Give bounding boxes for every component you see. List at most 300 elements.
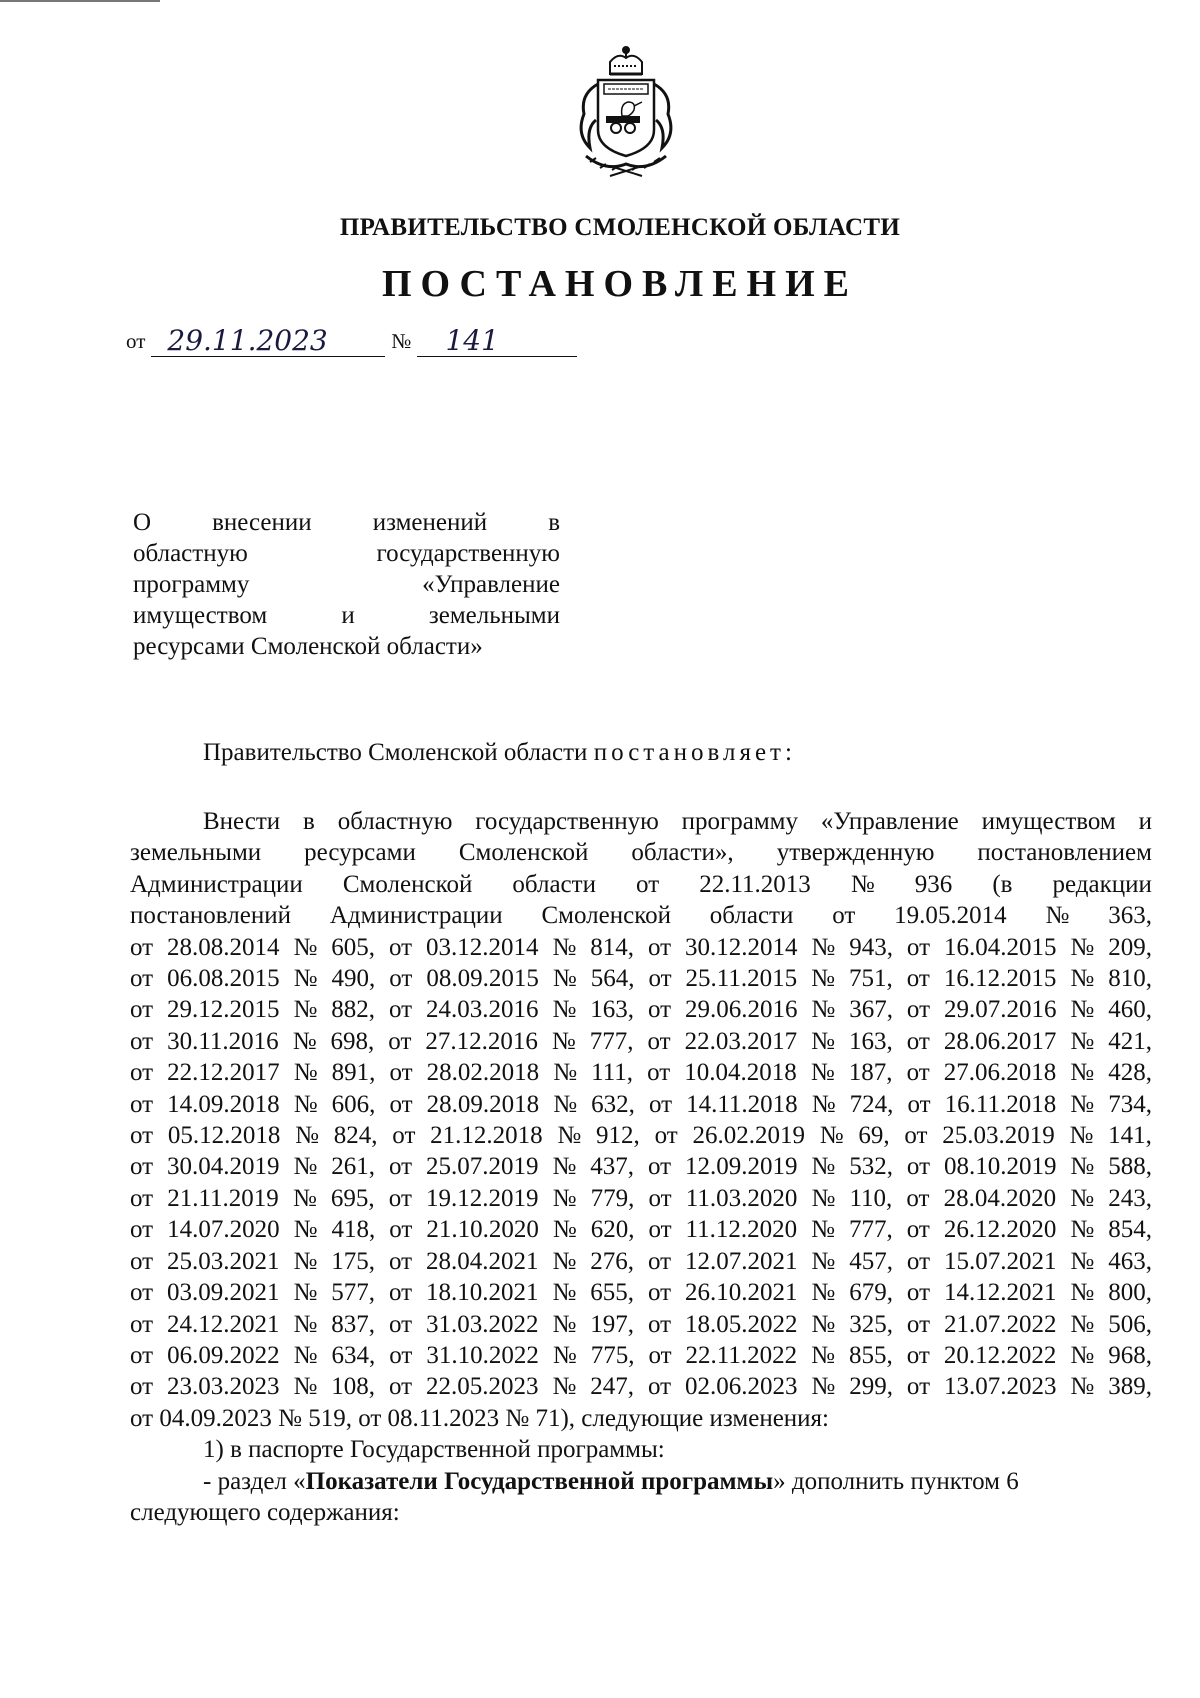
body-word: Смоленской <box>458 839 589 867</box>
body-word: № <box>552 965 577 993</box>
subject-line <box>133 507 560 538</box>
body-word: от <box>389 1216 413 1244</box>
body-word: № <box>552 1184 577 1212</box>
body-word: № <box>552 1216 577 1244</box>
body-word: 25.03.2021 <box>167 1247 280 1275</box>
body-word: редакции <box>1052 870 1152 898</box>
subject-line <box>133 600 560 631</box>
document-body <box>130 806 1152 1528</box>
body-word: № <box>811 996 836 1024</box>
body-word: 824, <box>333 1122 378 1150</box>
body-line <box>130 869 1152 900</box>
body-item-2-continuation <box>130 1497 1152 1528</box>
body-word: 457, <box>849 1247 893 1275</box>
body-word: от <box>389 1059 413 1087</box>
body-word: 10.04.2018 <box>684 1059 797 1087</box>
body-word: области», <box>631 839 734 867</box>
body-word: 247, <box>590 1373 634 1401</box>
body-word: 777, <box>848 1216 893 1244</box>
body-word: от <box>388 1153 413 1181</box>
body-word: 20.12.2022 <box>943 1341 1057 1369</box>
handwritten-number: 141 <box>417 326 577 357</box>
body-word: 163, <box>848 1027 893 1055</box>
body-word: от <box>636 870 660 898</box>
body-word: 111, <box>591 1059 634 1087</box>
body-word: № <box>553 1090 578 1118</box>
subject-word: имуществом <box>133 602 268 629</box>
body-word: области <box>709 902 794 930</box>
body-word: от <box>130 965 154 993</box>
subject-word: изменений <box>372 509 488 536</box>
body-word: от <box>388 1373 413 1401</box>
body-line <box>130 963 1152 994</box>
body-word: «Управление <box>820 808 959 835</box>
body-word: 11.12.2020 <box>685 1216 798 1244</box>
body-line <box>130 1371 1152 1402</box>
body-word: от <box>647 1373 672 1401</box>
body-word: 389, <box>1108 1373 1152 1401</box>
body-word: № <box>811 1153 836 1181</box>
preamble-decree-word: постановляет: <box>593 739 796 766</box>
body-word: 22.05.2023 <box>426 1373 539 1401</box>
body-word: 26.10.2021 <box>684 1279 798 1307</box>
government-name: ПРАВИТЕЛЬСТВО СМОЛЕНСКОЙ ОБЛАСТИ <box>339 214 901 241</box>
body-word: 800, <box>1108 1279 1152 1307</box>
body-word: 03.12.2014 <box>426 933 539 961</box>
body-line <box>130 1183 1152 1214</box>
body-word: № <box>811 1279 836 1307</box>
document-type-title: ПОСТАНОВЛЕНИЕ <box>381 263 859 305</box>
body-word: от <box>647 996 672 1024</box>
body-word: от <box>130 1279 154 1307</box>
body-word: 08.09.2015 <box>426 965 539 993</box>
body-word: от <box>389 1341 413 1369</box>
body-word: 421, <box>1108 1027 1152 1055</box>
preamble-text: Правительство Смоленской области <box>203 739 594 766</box>
body-word: 22.12.2017 <box>167 1059 280 1087</box>
body-word: 69, <box>858 1122 890 1150</box>
body-word: 679, <box>849 1279 893 1307</box>
document-subject <box>133 507 560 662</box>
subject-word: и <box>341 602 355 629</box>
body-word: от <box>906 1279 931 1307</box>
body-item-2-cont-text: следующего содержания: <box>130 1498 400 1526</box>
body-word: 775, <box>590 1341 635 1369</box>
body-word: 30.04.2019 <box>167 1153 280 1181</box>
body-word: 634, <box>331 1341 376 1369</box>
body-word: 24.12.2021 <box>167 1310 280 1338</box>
body-word: 428, <box>1108 1059 1152 1087</box>
body-word: государственную <box>475 808 659 835</box>
handwritten-date: 29.11.2023 <box>151 326 385 357</box>
body-word: Внести <box>203 808 281 835</box>
subject-line <box>133 538 560 569</box>
body-word: 24.03.2016 <box>426 996 539 1024</box>
body-word: от <box>388 996 413 1024</box>
body-word: от <box>906 1216 930 1244</box>
body-word: 02.06.2023 <box>684 1373 798 1401</box>
body-word: 243, <box>1108 1184 1152 1212</box>
body-word: 777, <box>589 1027 634 1055</box>
body-line <box>130 1246 1152 1277</box>
body-word: от <box>647 1310 672 1338</box>
body-word: Смоленской <box>342 870 473 898</box>
body-word: и <box>1138 808 1152 835</box>
body-line <box>130 1309 1152 1340</box>
body-word: 577, <box>331 1279 376 1307</box>
body-word: от <box>389 965 413 993</box>
body-word: 912, <box>596 1122 640 1150</box>
body-word: утвержденную <box>776 839 935 867</box>
body-word: 21.07.2022 <box>943 1310 1057 1338</box>
body-word: от <box>648 1184 672 1212</box>
body-word: от <box>904 1122 928 1150</box>
body-word: 06.08.2015 <box>167 965 280 993</box>
body-word: № <box>1070 1373 1095 1401</box>
subject-word: ресурсами Смоленской области» <box>133 633 483 660</box>
body-word: № <box>552 1279 577 1307</box>
body-word: 187, <box>848 1059 893 1087</box>
body-word: 490, <box>331 965 376 993</box>
body-item-1-text: 1) в паспорте Государственной программы: <box>203 1436 665 1464</box>
body-word: от <box>388 1310 413 1338</box>
subject-line <box>133 569 560 600</box>
body-word: 276, <box>590 1247 634 1275</box>
number-prefix: № <box>391 329 412 353</box>
body-word: 28.04.2021 <box>426 1247 539 1275</box>
body-word: № <box>293 965 318 993</box>
body-word: № <box>811 1247 836 1275</box>
body-word: № <box>1070 1059 1095 1087</box>
body-word: постановлений <box>130 902 291 930</box>
body-word: постановлением <box>977 839 1152 867</box>
body-word: 28.02.2018 <box>426 1059 540 1087</box>
body-word: 28.06.2017 <box>943 1027 1057 1055</box>
body-word: 27.06.2018 <box>943 1059 1057 1087</box>
body-word: от <box>906 933 931 961</box>
body-line <box>130 1120 1152 1151</box>
body-word: № <box>293 1090 318 1118</box>
body-word: от <box>647 1279 672 1307</box>
body-word: № <box>552 1373 577 1401</box>
body-word: 08.10.2019 <box>943 1153 1057 1181</box>
body-word: № <box>552 1153 577 1181</box>
body-word: от <box>906 1247 931 1275</box>
body-word: № <box>293 996 318 1024</box>
body-word: 724, <box>849 1090 894 1118</box>
body-word: 810, <box>1108 965 1152 993</box>
body-word: № <box>1070 1279 1095 1307</box>
body-word: 22.11.2013 <box>699 870 811 898</box>
subject-word: земельными <box>428 602 560 629</box>
body-word: 437, <box>590 1153 634 1181</box>
body-word: 209, <box>1108 933 1152 961</box>
body-word: от <box>906 1059 930 1087</box>
body-word: 30.11.2016 <box>167 1027 279 1055</box>
body-word: 175, <box>331 1247 376 1275</box>
body-word: № <box>552 996 577 1024</box>
body-word: от <box>130 1341 154 1369</box>
body-word: от <box>130 996 154 1024</box>
body-word: 25.11.2015 <box>685 965 798 993</box>
body-word: от <box>906 1153 931 1181</box>
body-word: программу <box>681 808 798 835</box>
body-word: 26.02.2019 <box>692 1122 805 1150</box>
body-word: № <box>811 933 836 961</box>
body-word: от <box>832 902 856 930</box>
body-word: области <box>512 870 596 898</box>
body-word: 14.11.2018 <box>686 1090 798 1118</box>
body-word: земельными <box>130 839 262 867</box>
body-word: 19.12.2019 <box>426 1184 539 1212</box>
body-word: Администрации <box>130 870 303 898</box>
body-word: от <box>388 1027 412 1055</box>
body-word: № <box>551 1027 576 1055</box>
body-word: 695, <box>330 1184 375 1212</box>
body-word: 30.12.2014 <box>684 933 798 961</box>
body-word: 22.11.2022 <box>685 1341 798 1369</box>
body-word: 03.09.2021 <box>167 1279 280 1307</box>
body-word: от <box>130 933 154 961</box>
body-word: от <box>388 933 413 961</box>
body-word: (в <box>992 870 1013 898</box>
body-word: № <box>1070 1247 1095 1275</box>
body-word: 05.12.2018 <box>167 1122 281 1150</box>
body-word: № <box>850 870 875 898</box>
body-word: 814, <box>590 933 634 961</box>
body-word: от <box>906 1373 931 1401</box>
body-word: 25.03.2019 <box>942 1122 1055 1150</box>
subject-word: программу <box>133 571 250 598</box>
body-word: № <box>293 1059 318 1087</box>
body-word: 14.07.2020 <box>167 1216 280 1244</box>
body-word: № <box>552 1341 577 1369</box>
body-word: 588, <box>1108 1153 1152 1181</box>
body-line <box>130 900 1152 931</box>
body-word: 19.05.2014 <box>894 902 1007 930</box>
body-word: 13.07.2023 <box>943 1373 1057 1401</box>
body-word: 23.03.2023 <box>167 1373 280 1401</box>
body-word: 261, <box>331 1153 376 1181</box>
body-word: № <box>553 1059 578 1087</box>
body-word: от <box>130 1027 154 1055</box>
body-word: от <box>906 965 930 993</box>
body-word: 141, <box>1108 1122 1152 1150</box>
body-line-text: от 04.09.2023 № 519, от 08.11.2023 № 71), следующие изменения: <box>130 1404 829 1432</box>
body-word: 28.04.2020 <box>943 1184 1057 1212</box>
body-line <box>130 837 1152 868</box>
body-word: Администрации <box>329 902 503 930</box>
body-word: от <box>654 1122 678 1150</box>
subject-word: «Управление <box>422 571 560 598</box>
body-word: 108, <box>331 1373 376 1401</box>
body-word: 363, <box>1108 902 1152 930</box>
body-word: 506, <box>1108 1310 1152 1338</box>
date-number-line <box>126 326 577 357</box>
body-line <box>130 932 1152 963</box>
body-word: 14.09.2018 <box>167 1090 280 1118</box>
body-word: № <box>292 1184 317 1212</box>
body-lines <box>130 806 1152 1434</box>
body-word: № <box>293 1247 318 1275</box>
body-word: от <box>906 1310 931 1338</box>
body-word: имуществом <box>981 808 1116 835</box>
body-word: № <box>293 1216 318 1244</box>
body-word: № <box>1070 933 1095 961</box>
body-word: от <box>648 965 672 993</box>
body-word: 197, <box>590 1310 634 1338</box>
body-word: 606, <box>331 1090 376 1118</box>
body-word: № <box>1070 1216 1095 1244</box>
subject-word: в <box>548 509 560 536</box>
body-word: 655, <box>590 1279 634 1307</box>
body-word: 854, <box>1108 1216 1152 1244</box>
body-word: 632, <box>591 1090 635 1118</box>
scan-edge-line <box>0 0 160 2</box>
body-word: 605, <box>331 933 376 961</box>
body-word: от <box>647 933 672 961</box>
program-indicators-heading: Показатели Государственной программы <box>305 1467 774 1495</box>
body-word: 12.09.2019 <box>684 1153 798 1181</box>
body-word: 31.03.2022 <box>426 1310 539 1338</box>
body-word: от <box>647 1247 672 1275</box>
body-word: № <box>1070 1184 1095 1212</box>
body-word: № <box>811 1090 836 1118</box>
body-line <box>130 1057 1152 1088</box>
body-word: 620, <box>590 1216 635 1244</box>
body-word: № <box>811 1373 836 1401</box>
body-word: от <box>648 1341 672 1369</box>
body-word: 21.10.2020 <box>426 1216 539 1244</box>
body-word: 31.10.2022 <box>426 1341 539 1369</box>
body-word: 779, <box>590 1184 635 1212</box>
body-line <box>130 1277 1152 1308</box>
body-word: 882, <box>331 996 376 1024</box>
body-word: № <box>293 933 318 961</box>
body-word: 14.12.2021 <box>943 1279 1057 1307</box>
body-word: от <box>389 1090 413 1118</box>
body-line <box>130 1214 1152 1245</box>
body-word: 22.03.2017 <box>684 1027 798 1055</box>
body-word: № <box>1070 1027 1095 1055</box>
body-word: от <box>648 1090 673 1118</box>
body-word: от <box>906 1027 930 1055</box>
body-word: областную <box>337 808 453 835</box>
body-word: от <box>130 1153 154 1181</box>
subject-word: областную <box>133 540 248 567</box>
body-word: № <box>811 1027 835 1055</box>
body-word: № <box>1070 1153 1095 1181</box>
body-word: № <box>552 933 577 961</box>
body-word: 18.05.2022 <box>684 1310 798 1338</box>
body-word: № <box>293 1373 318 1401</box>
body-word: от <box>647 1027 671 1055</box>
body-word: № <box>1070 1090 1095 1118</box>
coat-of-arms-emblem <box>566 44 686 184</box>
body-word: 16.12.2015 <box>943 965 1057 993</box>
body-word: № <box>1045 902 1070 930</box>
body-word: № <box>819 1122 844 1150</box>
body-word: 29.06.2016 <box>684 996 798 1024</box>
body-item-1 <box>130 1434 1152 1465</box>
body-word: от <box>907 1090 931 1118</box>
body-word: от <box>647 1153 672 1181</box>
body-word: 29.12.2015 <box>167 996 280 1024</box>
body-word: № <box>811 1310 836 1338</box>
body-word: № <box>1070 996 1095 1024</box>
subject-word: государственную <box>376 540 560 567</box>
body-word: от <box>392 1122 416 1150</box>
body-word: от <box>130 1247 154 1275</box>
body-word: № <box>293 1310 318 1338</box>
body-word: № <box>1070 965 1095 993</box>
body-word: 12.07.2021 <box>684 1247 798 1275</box>
body-word: № <box>293 1153 318 1181</box>
body-word: от <box>130 1184 154 1212</box>
body-word: 564, <box>590 965 635 993</box>
body-word: 751, <box>848 965 893 993</box>
body-word: 936 <box>914 870 953 898</box>
body-word: 299, <box>849 1373 893 1401</box>
body-word: от <box>130 1059 154 1087</box>
body-item-2 <box>130 1466 1152 1497</box>
date-prefix: от <box>126 329 146 353</box>
body-word: 855, <box>848 1341 893 1369</box>
body-word: 21.12.2018 <box>430 1122 543 1150</box>
body-word: 968, <box>1108 1341 1152 1369</box>
body-word: 06.09.2022 <box>167 1341 280 1369</box>
body-word: от <box>130 1122 154 1150</box>
body-line <box>130 1026 1152 1057</box>
subject-word: внесении <box>212 509 312 536</box>
body-word: 163, <box>590 996 634 1024</box>
body-word: № <box>557 1122 582 1150</box>
body-word: № <box>552 1310 577 1338</box>
body-word: 463, <box>1108 1247 1152 1275</box>
body-word: 418, <box>331 1216 376 1244</box>
body-word: № <box>293 1279 318 1307</box>
body-word: 734, <box>1108 1090 1152 1118</box>
body-word: № <box>295 1122 319 1150</box>
body-word: 26.12.2020 <box>943 1216 1057 1244</box>
body-word: от <box>906 996 931 1024</box>
subject-line <box>133 631 560 662</box>
body-word: 532, <box>849 1153 893 1181</box>
body-line <box>130 1340 1152 1371</box>
body-word: от <box>130 1090 154 1118</box>
body-word: № <box>811 1341 835 1369</box>
body-word: 21.11.2019 <box>167 1184 279 1212</box>
body-word: 27.12.2016 <box>425 1027 538 1055</box>
body-word: 16.11.2018 <box>944 1090 1057 1118</box>
body-word: 325, <box>849 1310 893 1338</box>
body-line <box>130 806 1152 837</box>
body-word: № <box>552 1247 577 1275</box>
body-word: в <box>303 808 315 835</box>
body-word: 16.04.2015 <box>943 933 1057 961</box>
body-word: ресурсами <box>304 839 416 867</box>
body-word: от <box>906 1184 930 1212</box>
body-word: от <box>388 1279 413 1307</box>
body-word: № <box>1069 1122 1094 1150</box>
body-word: 891, <box>331 1059 376 1087</box>
body-word: 367, <box>849 996 893 1024</box>
preamble <box>203 737 796 768</box>
body-word: 28.08.2014 <box>167 933 280 961</box>
body-word: от <box>130 1373 154 1401</box>
body-line <box>130 1151 1152 1182</box>
body-word: 25.07.2019 <box>426 1153 539 1181</box>
